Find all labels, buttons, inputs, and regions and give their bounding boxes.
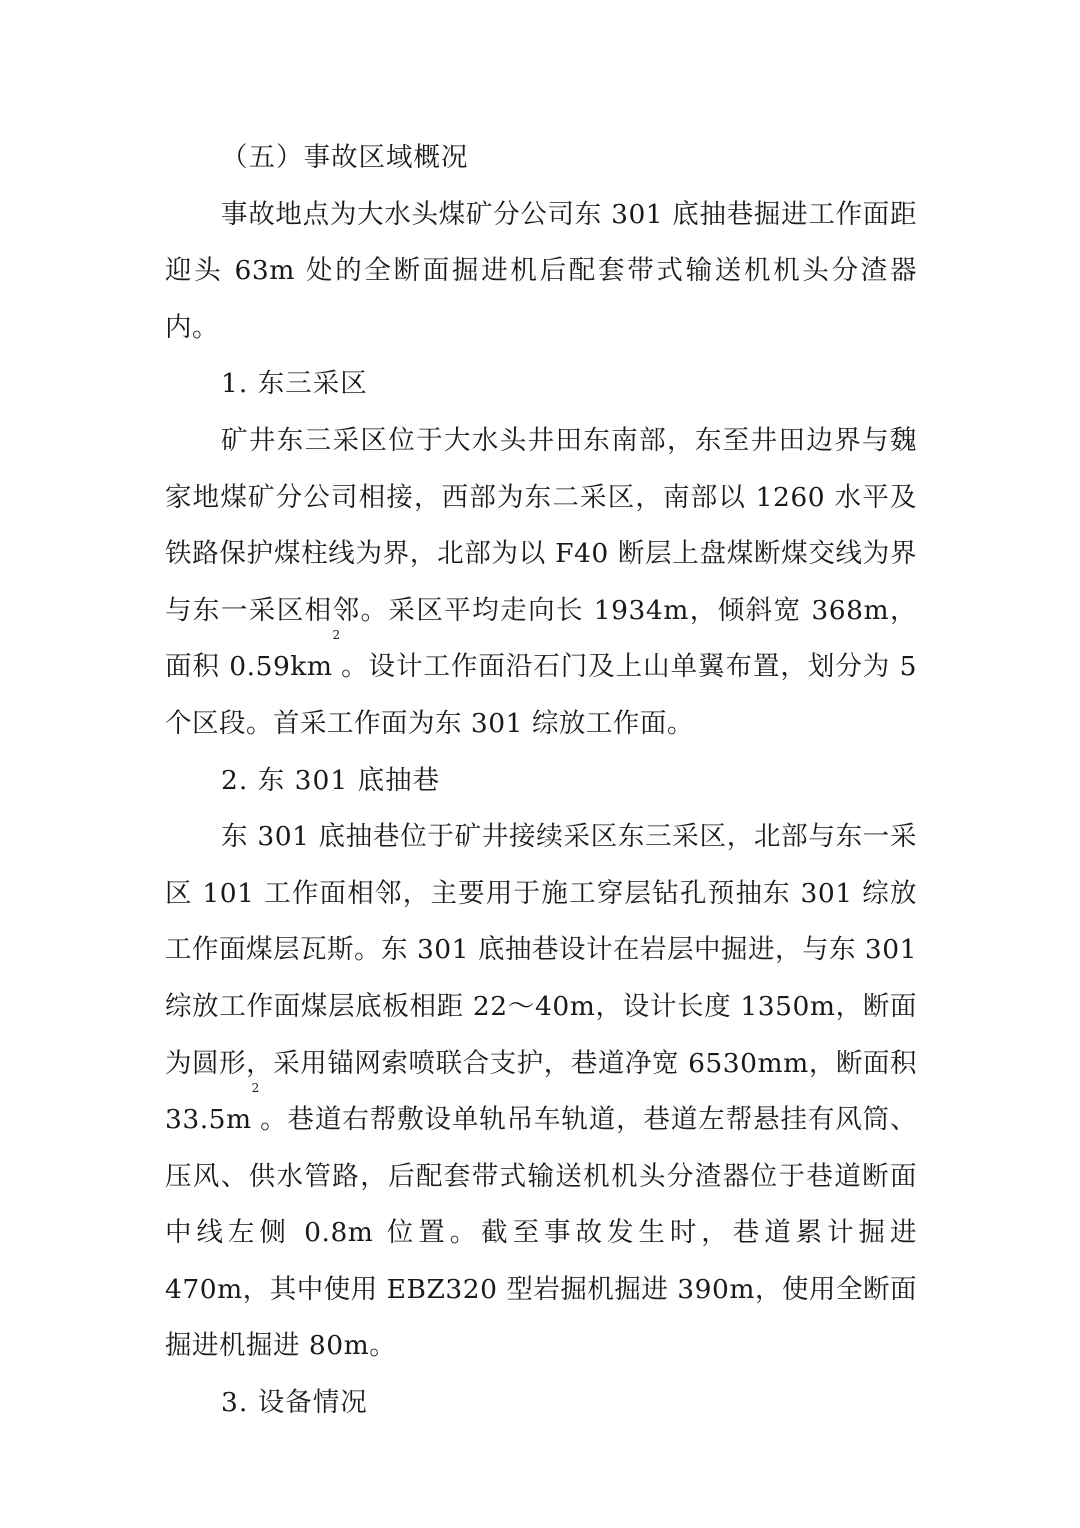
- section-heading-east-three-mining-area: 1. 东三采区: [221, 368, 368, 400]
- paragraph-east-301-roadway: [165, 809, 917, 1375]
- paragraph-text-part: 矿井东三采区位于大水头井田东南部，东至井田边界与魏家地煤矿分公司相接，西部为东二采区，南部以 1260 水平及铁路保护煤柱线为界，北部为以 F40 断层上盘煤断煤交线为界与东一采区相邻。采区平均走向长 1934m，倾斜宽 368m，面积 0.59km: [165, 424, 917, 683]
- superscript-square: 2: [332, 628, 341, 643]
- paragraph-text-part: 。设计工作面沿石门及上山单翼布置，划分为 5 个区段。首采工作面为东 301 综放工作面。: [165, 651, 917, 739]
- paragraph-accident-location: 事故地点为大水头煤矿分公司东 301 底抽巷掘进工作面距迎头 63m 处的全断面掘进机后配套带式输送机机头分渣器内。: [165, 198, 917, 343]
- paragraph-east-three-mining-area: [165, 413, 917, 753]
- paragraph-text-part: 。巷道右帮敷设单轨吊车轨道，巷道左帮悬挂有风筒、压风、供水管路，后配套带式输送机机头分渣器位于巷道断面中线左侧 0.8m 位置。截至事故发生时，巷道累计掘进 470m，其中使用 EBZ320 型岩掘机掘进 390m，使用全断面掘进机掘进 80m。: [165, 1104, 917, 1362]
- document-body: [165, 130, 917, 1432]
- superscript-square: 2: [251, 1081, 260, 1096]
- section-heading-east-301-roadway: 2. 东 301 底抽巷: [221, 764, 441, 796]
- section-heading-equipment: 3. 设备情况: [221, 1387, 368, 1419]
- section-heading-accident-area: （五）事故区域概况: [221, 142, 469, 173]
- paragraph-text-part: 东 301 底抽巷位于矿井接续采区东三采区，北部与东一采区 101 工作面相邻，主要用于施工穿层钻孔预抽东 301 综放工作面煤层瓦斯。东 301 底抽巷设计在岩层中掘进，与东 301 综放工作面煤层底板相距 22～40m，设计长度 1350m，断面为圆形，采用锚网索喷联合支护，巷道净宽 6530mm，断面积 33.5m: [165, 821, 917, 1136]
